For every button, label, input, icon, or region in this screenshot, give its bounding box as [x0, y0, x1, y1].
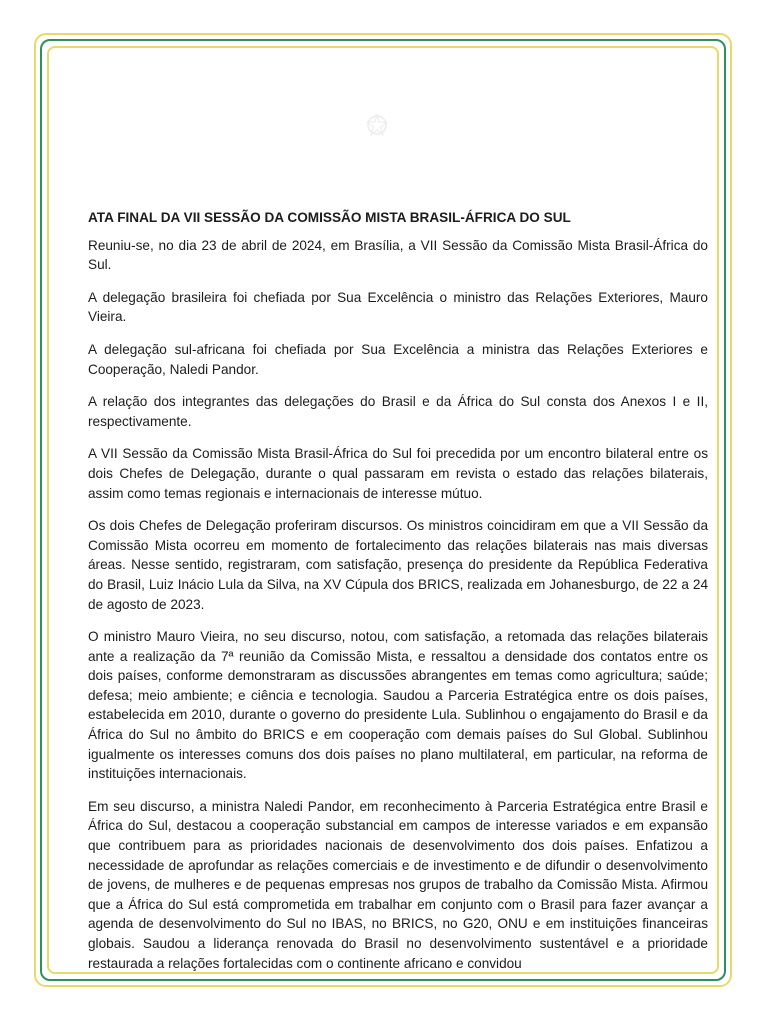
document-body [88, 208, 708, 986]
document-title: ATA FINAL DA VII SESSÃO DA COMISSÃO MISTA BRASIL-ÁFRICA DO SUL [88, 210, 571, 225]
paragraph-meeting-date: Reuniu-se, no dia 23 de abril de 2024, em Brasília, a VII Sessão da Comissão Mista Brasil-África do Sul. [88, 237, 708, 273]
paragraph-bilateral-meeting: A VII Sessão da Comissão Mista Brasil-África do Sul foi precedida por um encontro bilateral entre os dois Chefes de Delegação, durante o qual passaram em revista o estado das relações bilaterais, assim como temas regionais e internacionais de interesse mútuo. [88, 446, 708, 501]
paragraph-naledi-pandor-speech: Em seu discurso, a ministra Naledi Pandor, em reconhecimento à Parceria Estratégica entre Brasil e África do Sul, destacou a cooperação substancial em campos de interesse variados e em expansão que contribuem para as prioridades nacionais de desenvolvimento dos dois países. Enfatizou a necessidade de aprofundar as relações comerciais e de investimento e de difundir o desenvolvimento de jovens, de mulheres e de pequenas empresas nos grupos de trabalho da Comissão Mista. Afirmou que a África do Sul está comprometida em trabalhar em conjunto com o Brasil para fazer avançar a agenda de desenvolvimento do Sul no IBAS, no BRICS, no G20, ONU e em instituições financeiras globais. Saudou a liderança renovada do Brasil no desenvolvimento sustentável e a prioridade restaurada a relações fortalecidas com o continente africano e convidou [88, 798, 708, 971]
paragraph-annexes: A relação dos integrantes das delegações do Brasil e da África do Sul consta dos Anexos I e II, respectivamente. [88, 394, 708, 429]
paragraph-mauro-vieira-speech: O ministro Mauro Vieira, no seu discurso, notou, com satisfação, a retomada das relações bilaterais ante a realização da 7ª reunião da Comissão Mista, e ressaltou a densidade dos contatos entre os dois países, conforme demonstraram as discussões abrangentes em temas como agricultura; saúde; defesa; meio ambiente; e ciência e tecnologia. Saudou a Parceria Estratégica entre os dois países, estabelecida em 2010, durante o governo do presidente Lula. Sublinhou o engajamento do Brasil e da África do Sul no âmbito do BRICS e em cooperação com demais países do Sul Global. Sublinhou igualmente os interesses comuns dos dois países no plano multilateral, em particular, na reforma de instituições internacionais. [88, 629, 708, 782]
coat-of-arms-emblem-icon [362, 110, 392, 140]
paragraph-south-african-delegation: A delegação sul-africana foi chefiada por Sua Excelência a ministra das Relações Exteriores e Cooperação, Naledi Pandor. [88, 341, 708, 377]
paragraph-speeches: Os dois Chefes de Delegação proferiram discursos. Os ministros coincidiram em que a VII Sessão da Comissão Mista ocorreu em momento de fortalecimento das relações bilaterais nas mais diversas áreas. Nesse sentido, registraram, com satisfação, presença do presidente da República Federativa do Brasil, Luiz Inácio Lula da Silva, na XV Cúpula dos BRICS, realizada em Johanesburgo, de 22 a 24 de agosto de 2023. [88, 518, 708, 612]
paragraph-brazilian-delegation: A delegação brasileira foi chefiada por Sua Excelência o ministro das Relações Exteriores, Mauro Vieira. [88, 289, 708, 325]
